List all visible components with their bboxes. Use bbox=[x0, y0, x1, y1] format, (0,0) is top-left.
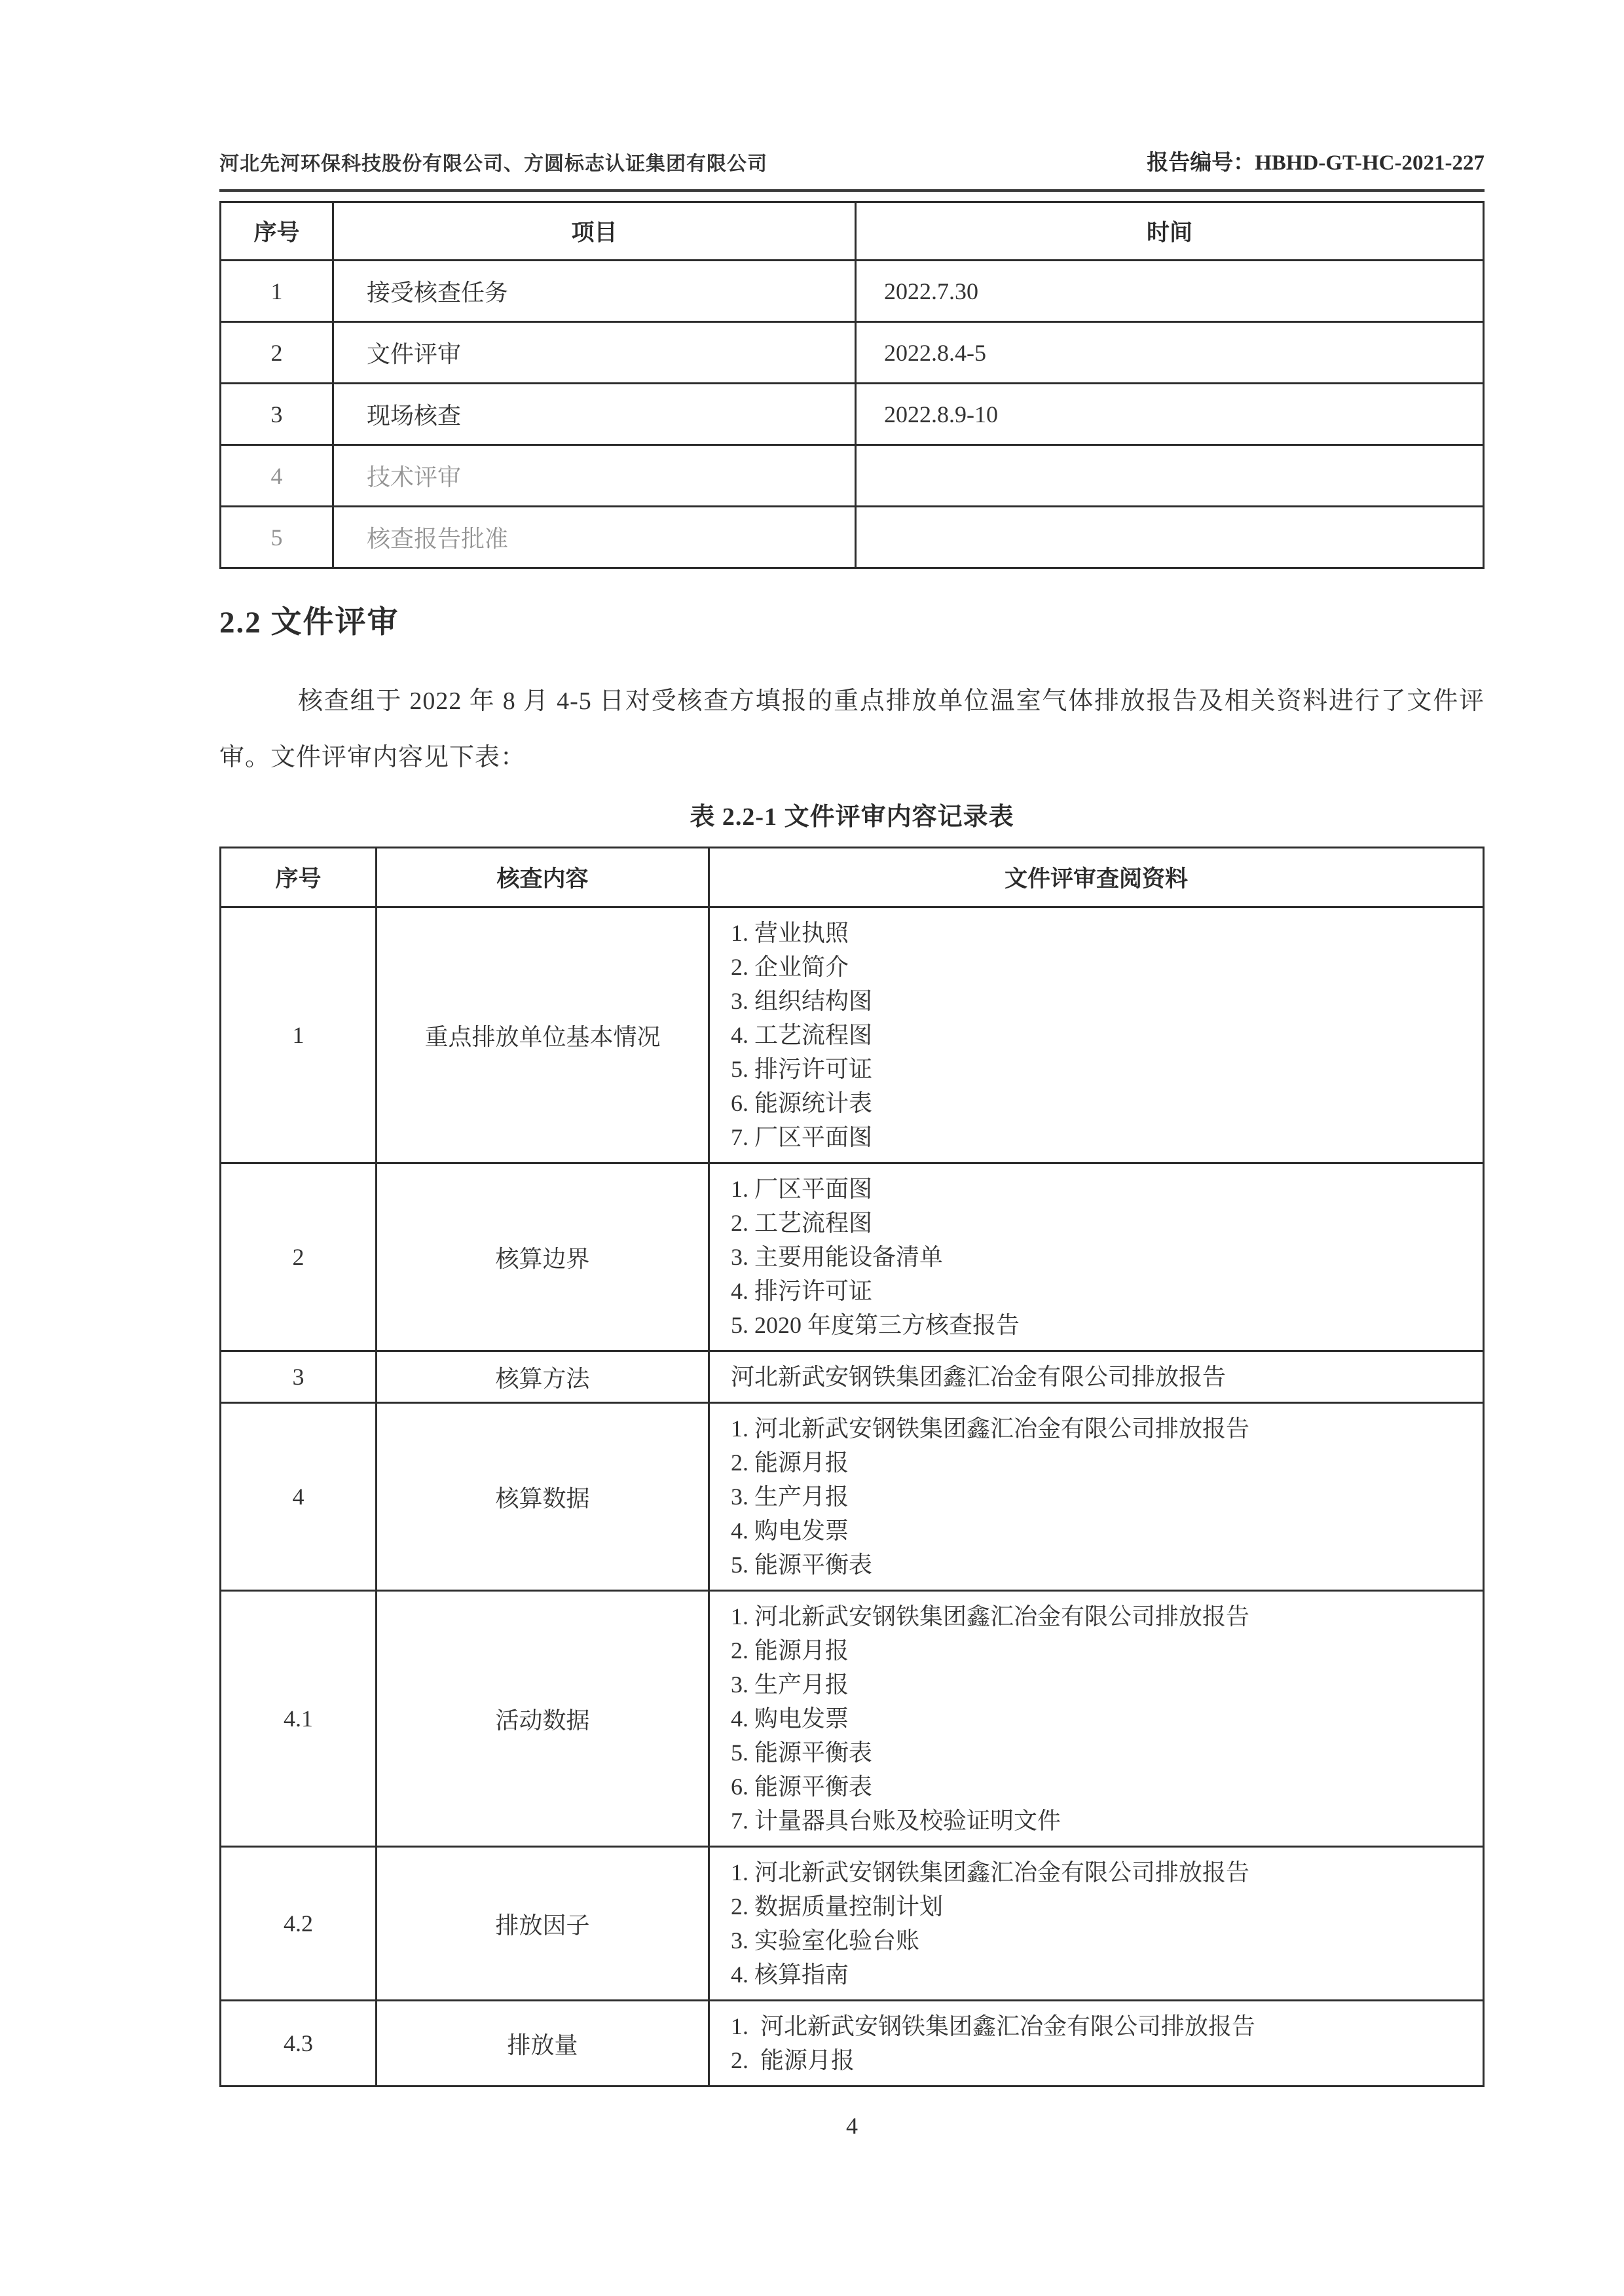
review-cell-content: 重点排放单位基本情况 bbox=[377, 907, 709, 1163]
schedule-table-row bbox=[221, 261, 1484, 322]
review-doc-line: 2. 数据质量控制计划 bbox=[731, 1893, 944, 1920]
schedule-column-header: 时间 bbox=[856, 202, 1484, 261]
review-cell-content: 核算数据 bbox=[377, 1403, 709, 1591]
review-cell-no: 4.2 bbox=[221, 1847, 377, 2001]
schedule-table-body bbox=[221, 261, 1484, 568]
schedule-table-header-row bbox=[221, 202, 1484, 261]
review-doc-line: 2. 工艺流程图 bbox=[731, 1210, 873, 1236]
review-cell-content: 活动数据 bbox=[377, 1591, 709, 1847]
review-doc-line: 7. 厂区平面图 bbox=[731, 1124, 873, 1150]
review-cell-no: 4.1 bbox=[221, 1591, 377, 1847]
review-doc-line: 1. 河北新武安钢铁集团鑫汇冶金有限公司排放报告 bbox=[731, 1603, 1250, 1630]
schedule-cell-no: 5 bbox=[221, 507, 333, 568]
review-doc-line: 1. 营业执照 bbox=[731, 920, 849, 946]
review-doc-line: 6. 能源平衡表 bbox=[731, 1774, 873, 1800]
review-table-row bbox=[221, 1403, 1484, 1591]
review-doc-line: 1. 河北新武安钢铁集团鑫汇冶金有限公司排放报告 bbox=[731, 2013, 1256, 2039]
review-cell-no: 3 bbox=[221, 1351, 377, 1403]
review-doc-line: 2. 企业简介 bbox=[731, 954, 849, 980]
review-table-row bbox=[221, 1163, 1484, 1351]
schedule-cell-time bbox=[856, 445, 1484, 507]
review-doc-line: 5. 排污许可证 bbox=[731, 1056, 873, 1082]
review-column-header: 序号 bbox=[221, 848, 377, 907]
review-doc-line: 4. 排污许可证 bbox=[731, 1278, 873, 1304]
review-cell-no: 1 bbox=[221, 907, 377, 1163]
schedule-cell-item: 技术评审 bbox=[333, 445, 856, 507]
review-doc-line: 3. 生产月报 bbox=[731, 1484, 849, 1510]
review-table-row bbox=[221, 907, 1484, 1163]
schedule-table-row bbox=[221, 445, 1484, 507]
schedule-table-row bbox=[221, 507, 1484, 568]
review-cell-docs bbox=[709, 1351, 1484, 1403]
review-doc-line: 4. 购电发票 bbox=[731, 1705, 849, 1732]
schedule-cell-time: 2022.8.9-10 bbox=[856, 384, 1484, 445]
schedule-column-header: 项目 bbox=[333, 202, 856, 261]
section-paragraph: 核查组于 2022 年 8 月 4-5 日对受核查方填报的重点排放单位温室气体排放报告及相关资料进行了文件评审。文件评审内容见下表： bbox=[219, 687, 1485, 771]
review-doc-line: 1. 河北新武安钢铁集团鑫汇冶金有限公司排放报告 bbox=[731, 1415, 1250, 1442]
review-table-row bbox=[221, 2001, 1484, 2086]
schedule-table-row bbox=[221, 322, 1484, 384]
review-cell-docs bbox=[709, 1403, 1484, 1591]
page-number: 4 bbox=[846, 2113, 858, 2139]
schedule-cell-time bbox=[856, 507, 1484, 568]
review-table-header-row bbox=[221, 848, 1484, 907]
review-doc-line: 2. 能源月报 bbox=[731, 1637, 849, 1664]
schedule-cell-time: 2022.8.4-5 bbox=[856, 322, 1484, 384]
review-doc-line: 1. 河北新武安钢铁集团鑫汇冶金有限公司排放报告 bbox=[731, 1859, 1250, 1886]
review-doc-line: 4. 购电发票 bbox=[731, 1518, 849, 1544]
schedule-table-row bbox=[221, 384, 1484, 445]
review-column-header: 核查内容 bbox=[377, 848, 709, 907]
schedule-cell-item: 现场核查 bbox=[333, 384, 856, 445]
review-cell-no: 2 bbox=[221, 1163, 377, 1351]
review-table-row bbox=[221, 1351, 1484, 1403]
schedule-cell-item: 文件评审 bbox=[333, 322, 856, 384]
review-table-row bbox=[221, 1847, 1484, 2001]
review-doc-line: 3. 组织结构图 bbox=[731, 988, 873, 1014]
review-cell-docs bbox=[709, 1163, 1484, 1351]
schedule-cell-item: 接受核查任务 bbox=[333, 261, 856, 322]
review-doc-line: 6. 能源统计表 bbox=[731, 1090, 873, 1116]
schedule-cell-no: 1 bbox=[221, 261, 333, 322]
review-cell-docs bbox=[709, 1847, 1484, 2001]
review-cell-docs bbox=[709, 907, 1484, 1163]
review-doc-line: 5. 能源平衡表 bbox=[731, 1552, 873, 1578]
section-title: 2.2 文件评审 bbox=[219, 606, 399, 640]
document-review-table bbox=[219, 847, 1485, 2087]
review-doc-line: 3. 主要用能设备清单 bbox=[731, 1244, 944, 1270]
page-content bbox=[219, 145, 1485, 2140]
running-header bbox=[219, 145, 1485, 192]
review-cell-content: 核算方法 bbox=[377, 1351, 709, 1403]
review-cell-no: 4.3 bbox=[221, 2001, 377, 2086]
review-cell-docs bbox=[709, 1591, 1484, 1847]
schedule-cell-no: 4 bbox=[221, 445, 333, 507]
review-doc-line: 4. 工艺流程图 bbox=[731, 1022, 873, 1048]
review-table-caption: 表 2.2-1 文件评审内容记录表 bbox=[690, 803, 1014, 831]
review-doc-line: 3. 生产月报 bbox=[731, 1671, 849, 1698]
review-doc-line: 5. 能源平衡表 bbox=[731, 1740, 873, 1766]
verification-schedule-table bbox=[219, 201, 1485, 569]
review-table-body bbox=[221, 907, 1484, 2086]
review-cell-no: 4 bbox=[221, 1403, 377, 1591]
schedule-column-header: 序号 bbox=[221, 202, 333, 261]
review-table-row bbox=[221, 1591, 1484, 1847]
review-doc-line: 5. 2020 年度第三方核查报告 bbox=[731, 1312, 1020, 1338]
schedule-cell-no: 3 bbox=[221, 384, 333, 445]
review-column-header: 文件评审查阅资料 bbox=[709, 848, 1484, 907]
review-doc-line: 2. 能源月报 bbox=[731, 1449, 849, 1476]
review-doc-line: 2. 能源月报 bbox=[731, 2047, 855, 2073]
review-cell-content: 排放量 bbox=[377, 2001, 709, 2086]
review-doc-line: 1. 厂区平面图 bbox=[731, 1176, 873, 1202]
review-doc-line: 3. 实验室化验台账 bbox=[731, 1927, 920, 1954]
review-doc-line: 河北新武安钢铁集团鑫汇冶金有限公司排放报告 bbox=[731, 1364, 1227, 1390]
review-doc-line: 7. 计量器具台账及校验证明文件 bbox=[731, 1808, 1061, 1834]
header-report-number: 报告编号：HBHD-GT-HC-2021-227 bbox=[1147, 151, 1485, 175]
header-company-names: 河北先河环保科技股份有限公司、方圆标志认证集团有限公司 bbox=[219, 153, 767, 175]
schedule-cell-no: 2 bbox=[221, 322, 333, 384]
review-cell-content: 排放因子 bbox=[377, 1847, 709, 2001]
review-doc-line: 4. 核算指南 bbox=[731, 1961, 849, 1988]
schedule-cell-item: 核查报告批准 bbox=[333, 507, 856, 568]
review-cell-docs bbox=[709, 2001, 1484, 2086]
schedule-cell-time: 2022.7.30 bbox=[856, 261, 1484, 322]
review-cell-content: 核算边界 bbox=[377, 1163, 709, 1351]
